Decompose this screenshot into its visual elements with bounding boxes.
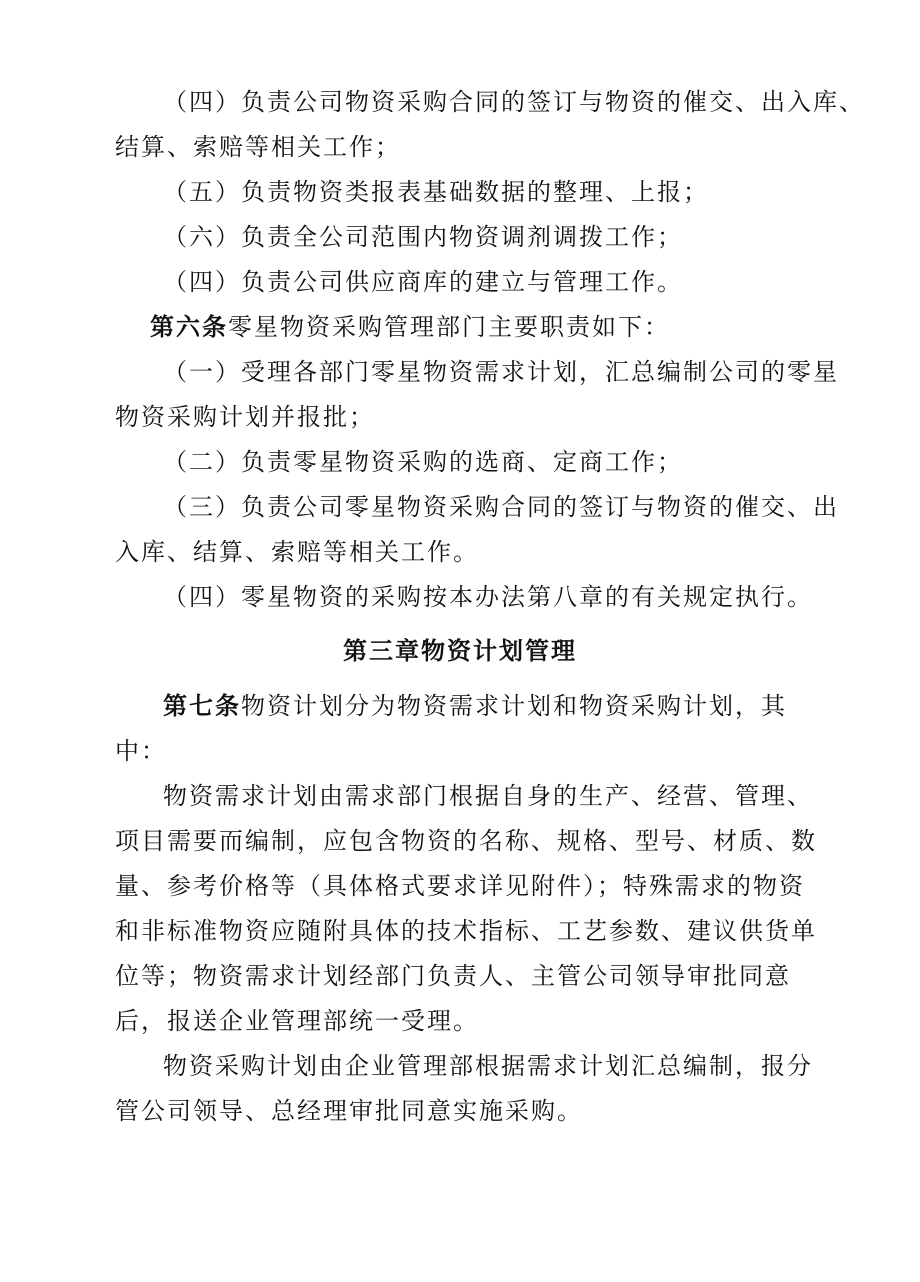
article-text: 零星物资采购管理部门主要职责如下：	[228, 313, 670, 341]
paragraph-line: （四）负责公司供应商库的建立与管理工作。	[163, 268, 683, 296]
paragraph-line: 位等；物资需求计划经部门负责人、主管公司领导审批同意	[115, 962, 791, 990]
article-heading: 第七条	[163, 692, 241, 720]
paragraph-line: 结算、索赔等相关工作；	[115, 133, 401, 161]
article-text: 物资计划分为物资需求计划和物资采购计划，其	[241, 692, 787, 720]
chapter-title: 第三章物资计划管理	[343, 637, 577, 665]
paragraph-line: 中：	[115, 737, 167, 765]
paragraph-line: 物资需求计划由需求部门根据自身的生产、经营、管理、	[163, 782, 813, 810]
paragraph-line: 后，报送企业管理部统一受理。	[115, 1007, 479, 1035]
paragraph-line: （三）负责公司零星物资采购合同的签订与物资的催交、出	[163, 493, 839, 521]
paragraph-line: （二）负责零星物资采购的选商、定商工作；	[163, 448, 683, 476]
paragraph-line: （六）负责全公司范围内物资调剂调拨工作；	[163, 223, 683, 251]
paragraph-line: （四）负责公司物资采购合同的签订与物资的催交、出入库、	[163, 88, 865, 116]
paragraph-line: 物资采购计划并报批；	[115, 403, 375, 431]
paragraph-line: 量、参考价格等（具体格式要求详见附件）；特殊需求的物资	[115, 872, 805, 900]
paragraph-line: （四）零星物资的采购按本办法第八章的有关规定执行。	[163, 583, 813, 611]
paragraph-line: 管公司领导、总经理审批同意实施采购。	[115, 1097, 583, 1125]
article-heading: 第六条	[150, 313, 228, 341]
article-7	[163, 688, 863, 724]
paragraph-line: 项目需要而编制，应包含物资的名称、规格、型号、材质、数	[115, 827, 817, 855]
paragraph-line: 入库、结算、索赔等相关工作。	[115, 538, 479, 566]
paragraph-line: 和非标准物资应随附具体的技术指标、工艺参数、建议供货单	[115, 917, 817, 945]
paragraph-line: （一）受理各部门零星物资需求计划，汇总编制公司的零星	[163, 358, 839, 386]
article-6	[150, 309, 850, 345]
paragraph-line: 物资采购计划由企业管理部根据需求计划汇总编制，报分	[163, 1052, 813, 1080]
paragraph-line: （五）负责物资类报表基础数据的整理、上报；	[163, 178, 709, 206]
